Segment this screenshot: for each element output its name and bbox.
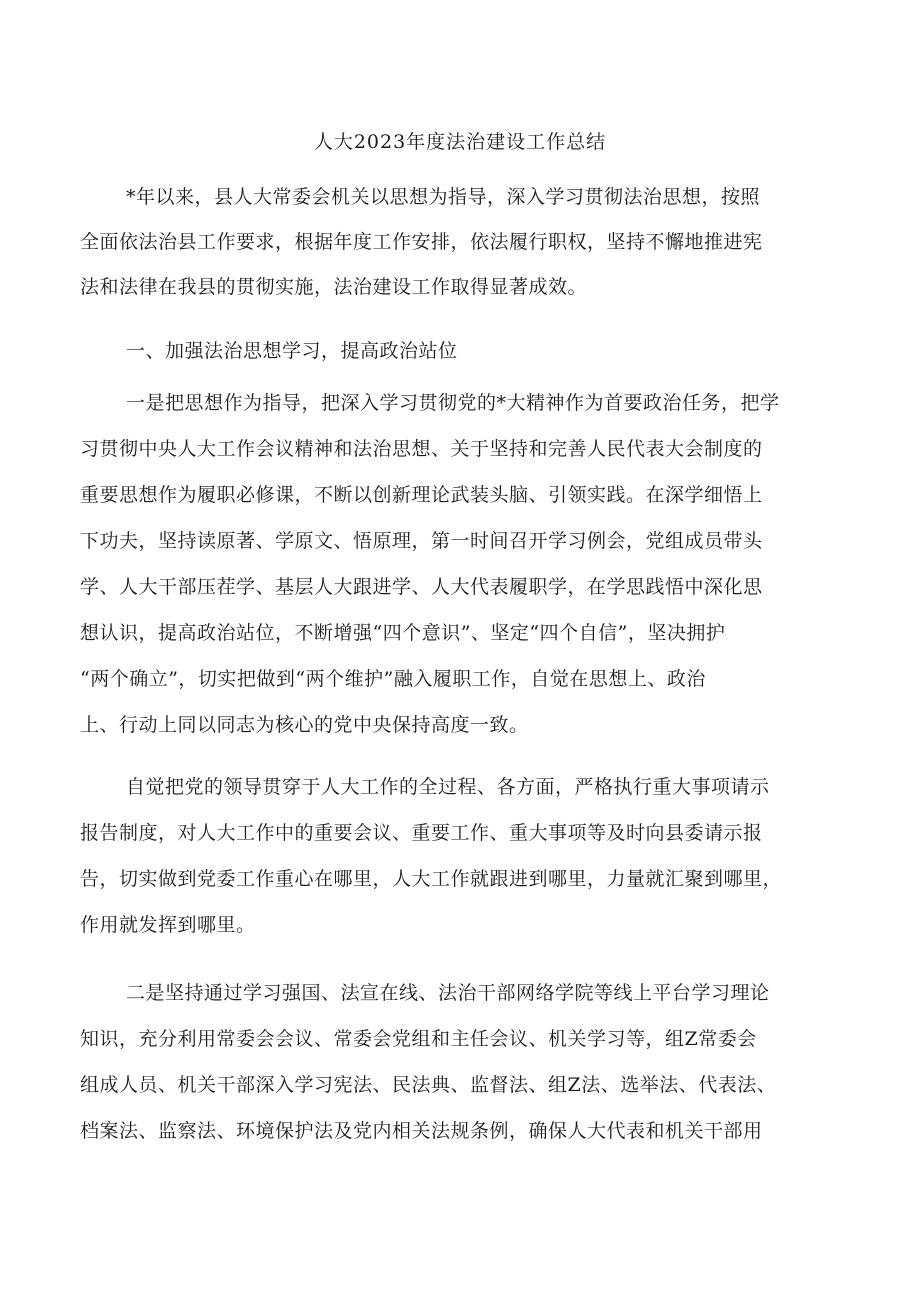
paragraph-line: 上、行动上同以同志为核心的党中央保持高度一致。 [80, 714, 529, 736]
paragraph-line: 一是把思想作为指导，把深入学习贯彻党的*大精神作为首要政治任务，把学 [126, 392, 780, 414]
paragraph-line: 知识，充分利用常委会会议、常委会党组和主任会议、机关学习等，组Z常委会 [80, 1028, 757, 1050]
paragraph-line: 重要思想作为履职必修课，不断以创新理论武装头脑、引领实践。在深学细悟上 [80, 484, 763, 506]
paragraph-line: 自觉把党的领导贯穿于人大工作的全过程、各方面，严格执行重大事项请示 [126, 776, 770, 798]
paragraph-line: “两个确立”，切实把做到“两个维护”融入履职工作，自觉在思想上、政治 [80, 668, 706, 690]
paragraph-line: 组成人员、机关干部深入学习宪法、民法典、监督法、组Z法、选举法、代表法、 [80, 1074, 777, 1096]
document-title: 人大2023年度法治建设工作总结 [313, 131, 607, 153]
paragraph-line: *年以来，县人大常委会机关以思想为指导，深入学习贯彻法治思想，按照 [126, 186, 761, 208]
paragraph-line: 全面依法治县工作要求，根据年度工作安排，依法履行职权，坚持不懈地推进宪 [80, 231, 763, 253]
paragraph-line: 报告制度，对人大工作中的重要会议、重要工作、重大事项等及时向县委请示报 [80, 822, 763, 844]
paragraph-line: 习贯彻中央人大工作会议精神和法治思想、关于坚持和完善人民代表大会制度的 [80, 438, 763, 460]
paragraph-line: 二是坚持通过学习强国、法宣在线、法治干部网络学院等线上平台学习理论 [126, 982, 770, 1004]
paragraph-line: 想认识，提高政治站位，不断增强“四个意识”、坚定“四个自信”，坚决拥护 [80, 622, 726, 644]
section-heading: 一、加强法治思想学习，提高政治站位 [126, 340, 458, 362]
paragraph-line: 作用就发挥到哪里。 [80, 914, 256, 936]
paragraph-line: 下功夫，坚持读原著、学原文、悟原理，第一时间召开学习例会，党组成员带头 [80, 530, 763, 552]
paragraph-line: 学、人大干部压茬学、基层人大跟进学、人大代表履职学，在学思践悟中深化思 [80, 576, 763, 598]
paragraph-line: 法和法律在我县的贯彻实施，法治建设工作取得显著成效。 [80, 276, 588, 298]
paragraph-line: 告，切实做到党委工作重心在哪里，人大工作就跟进到哪里，力量就汇聚到哪里， [80, 868, 783, 890]
paragraph-line: 档案法、监察法、环境保护法及党内相关法规条例，确保人大代表和机关干部用 [80, 1120, 763, 1142]
